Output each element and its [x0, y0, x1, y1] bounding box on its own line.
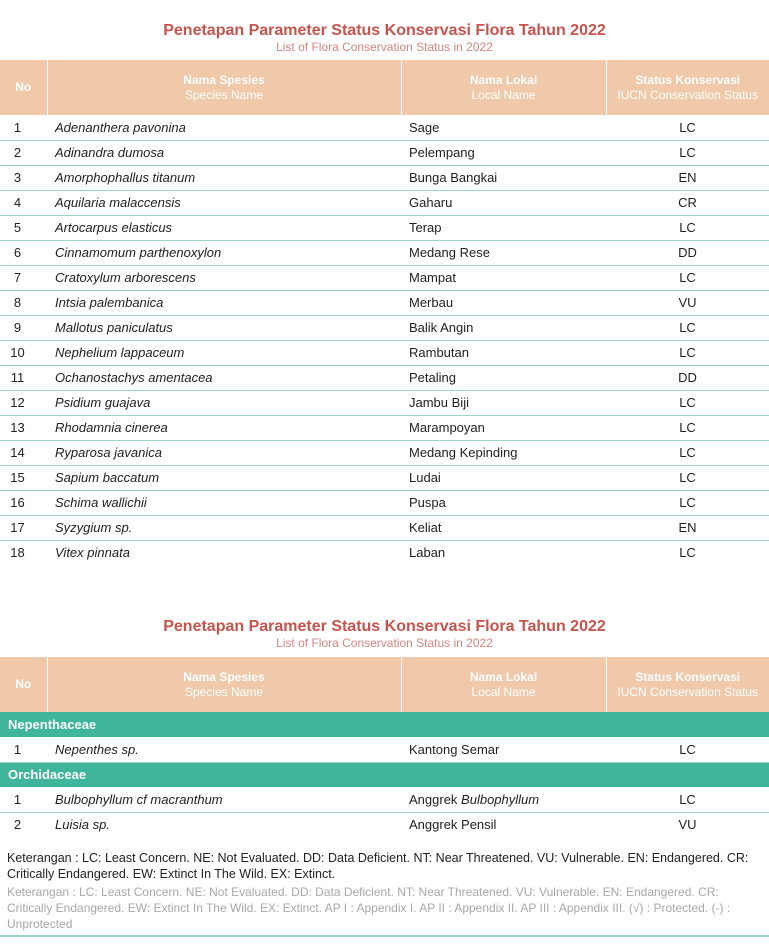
species-name: Cratoxylum arborescens: [47, 265, 401, 290]
species-name: Vitex pinnata: [55, 545, 130, 561]
conservation-status: EN: [606, 515, 769, 540]
conservation-status: LC: [606, 340, 769, 365]
local-name: Terap: [401, 215, 606, 240]
conservation-status: LC: [606, 115, 769, 140]
local-name: Puspa: [401, 490, 606, 515]
table-row: [0, 390, 769, 415]
conservation-status: LC: [606, 140, 769, 165]
conservation-status: CR: [606, 190, 769, 215]
conservation-status: LC: [606, 315, 769, 340]
table2: [0, 657, 769, 837]
row-number: 1: [0, 115, 47, 140]
species-name: Luisia sp.: [55, 817, 110, 833]
conservation-status: LC: [606, 465, 769, 490]
species-name: Bulbophyllum cf macranthum: [47, 787, 401, 812]
species-name: Nepenthes sp.: [47, 737, 401, 762]
footnote-indonesian: Keterangan : LC: Least Concern. NE: Not Evaluated. DD: Data Deficient. NT: Near Threatened. VU: Vulnerable. EN: Endangered. CR: Critically Endangered. EW: Extinct In The Wild. EX: Extinct.: [7, 851, 749, 881]
table-row: [0, 465, 769, 490]
species-name: Cinnamomum parthenoxylon: [47, 240, 401, 265]
table-row: [0, 315, 769, 340]
header-local: Nama Lokal Local Name: [401, 657, 606, 712]
local-name: Sage: [401, 115, 606, 140]
table-row: [0, 340, 769, 365]
row-number: 18: [10, 545, 25, 561]
local-name: Ludai: [401, 465, 606, 490]
local-name: Gaharu: [401, 190, 606, 215]
conservation-status: DD: [606, 365, 769, 390]
conservation-status: LC: [606, 440, 769, 465]
table1-header-row: [0, 60, 769, 115]
table-row: [0, 515, 769, 540]
row-number: 1: [0, 737, 47, 762]
row-number: 1: [0, 787, 47, 812]
table-row: [0, 440, 769, 465]
table-row: [0, 737, 769, 762]
species-name: Artocarpus elasticus: [47, 215, 401, 240]
row-number: 6: [0, 240, 47, 265]
species-name: Schima wallichii: [47, 490, 401, 515]
local-name: Marampoyan: [401, 415, 606, 440]
row-number: 3: [0, 165, 47, 190]
table-row: [0, 787, 769, 812]
local-name: Pelempang: [401, 140, 606, 165]
species-name: Rhodamnia cinerea: [47, 415, 401, 440]
row-number: 4: [0, 190, 47, 215]
footnotes: [7, 850, 765, 932]
local-name-text: Kantong Semar: [409, 741, 500, 757]
table1-subtitle: List of Flora Conservation Status in 2022: [276, 40, 493, 54]
group-row: [0, 762, 769, 787]
table-row: [0, 265, 769, 290]
local-name-text: Anggrek Pensil: [409, 817, 497, 833]
row-number: 15: [0, 465, 47, 490]
local-name: Jambu Biji: [401, 390, 606, 415]
row-number: 13: [0, 415, 47, 440]
header-status: Status Konservasi IUCN Conservation Status: [606, 60, 769, 115]
row-number: 9: [0, 315, 47, 340]
species-name: Aquilaria malaccensis: [47, 190, 401, 215]
local-name: Rambutan: [401, 340, 606, 365]
table-row: [0, 240, 769, 265]
conservation-status: LC: [679, 545, 696, 561]
row-number: 8: [0, 290, 47, 315]
species-name: Intsia palembanica: [47, 290, 401, 315]
conservation-status: LC: [606, 490, 769, 515]
table-row: [0, 140, 769, 165]
local-name-italic: Bulbophyllum: [461, 791, 540, 807]
species-name: Ochanostachys amentacea: [47, 365, 401, 390]
table2-body: [0, 712, 769, 837]
local-name: Medang Kepinding: [401, 440, 606, 465]
table-row: [0, 190, 769, 215]
table1: [0, 60, 769, 565]
group-row: [0, 712, 769, 737]
header-no: No: [0, 60, 47, 115]
row-number: 12: [0, 390, 47, 415]
table1-title-block: [0, 22, 769, 54]
species-name: Ryparosa javanica: [47, 440, 401, 465]
row-number: 7: [0, 265, 47, 290]
local-name: Laban: [409, 545, 446, 561]
row-number: 2: [0, 140, 47, 165]
table-row: [0, 812, 769, 837]
species-name: Psidium guajava: [47, 390, 401, 415]
footnote-english: Keterangan : LC: Least Concern. NE: Not Evaluated. DD: Data Deficient. NT: Near Threatened. VU: Vulnerable. EN: Endangered. CR: Critically Endangered. EW: Extinct In The Wild. EX: Extinct. AP I : Appendix I. AP II : Appendix II. AP III : Appendix III. (√) : Protected. (-) : Unprotected: [7, 885, 731, 931]
table-row: [0, 215, 769, 240]
local-name: Medang Rese: [401, 240, 606, 265]
conservation-status: LC: [606, 415, 769, 440]
conservation-status: LC: [606, 737, 769, 762]
species-name: Sapium baccatum: [47, 465, 401, 490]
local-name: Petaling: [401, 365, 606, 390]
local-name: [401, 787, 606, 812]
species-name: Amorphophallus titanum: [47, 165, 401, 190]
header-species: Nama Spesies Species Name: [47, 60, 401, 115]
family-name: Nepenthaceae: [0, 712, 769, 737]
local-name-text: Anggrek: [409, 791, 462, 807]
row-number: 2: [13, 817, 22, 833]
table2-subtitle: List of Flora Conservation Status in 2022: [276, 636, 493, 650]
conservation-status: LC: [606, 265, 769, 290]
table1-body: [0, 115, 769, 565]
local-name: Merbau: [401, 290, 606, 315]
table2-title-block: [0, 618, 769, 650]
local-name: Balik Angin: [401, 315, 606, 340]
table-row: [0, 415, 769, 440]
local-name: Mampat: [401, 265, 606, 290]
species-name: Adinandra dumosa: [47, 140, 401, 165]
table-row: [0, 165, 769, 190]
species-name: Syzygium sp.: [47, 515, 401, 540]
row-number: 11: [0, 365, 47, 390]
row-number: 10: [0, 340, 47, 365]
species-name: Nephelium lappaceum: [47, 340, 401, 365]
header-species: Nama Spesies Species Name: [47, 657, 401, 712]
table2-header-row: [0, 657, 769, 712]
table-row: [0, 290, 769, 315]
row-number: 17: [0, 515, 47, 540]
row-number: 16: [0, 490, 47, 515]
row-number: 5: [0, 215, 47, 240]
table-row: [0, 115, 769, 140]
conservation-status: VU: [678, 817, 697, 833]
conservation-status: EN: [606, 165, 769, 190]
species-name: Adenanthera pavonina: [47, 115, 401, 140]
table-row: [0, 365, 769, 390]
conservation-status: LC: [606, 390, 769, 415]
conservation-status: LC: [606, 215, 769, 240]
local-name: Keliat: [401, 515, 606, 540]
local-name: [401, 812, 606, 837]
conservation-status: VU: [606, 290, 769, 315]
table1-title: Penetapan Parameter Status Konservasi Flora Tahun 2022: [163, 22, 606, 39]
table2-title: Penetapan Parameter Status Konservasi Flora Tahun 2022: [163, 618, 606, 635]
species-name: Mallotus paniculatus: [47, 315, 401, 340]
bottom-divider: [0, 935, 769, 937]
family-name: Orchidaceae: [0, 762, 769, 787]
row-number: 14: [0, 440, 47, 465]
header-local: Nama Lokal Local Name: [401, 60, 606, 115]
header-no: No: [0, 657, 47, 712]
conservation-status: DD: [606, 240, 769, 265]
table-row: [0, 490, 769, 515]
table-row: [0, 540, 769, 565]
header-status: Status Konservasi IUCN Conservation Status: [606, 657, 769, 712]
local-name: Bunga Bangkai: [401, 165, 606, 190]
conservation-status: LC: [606, 787, 769, 812]
local-name: [401, 737, 606, 762]
